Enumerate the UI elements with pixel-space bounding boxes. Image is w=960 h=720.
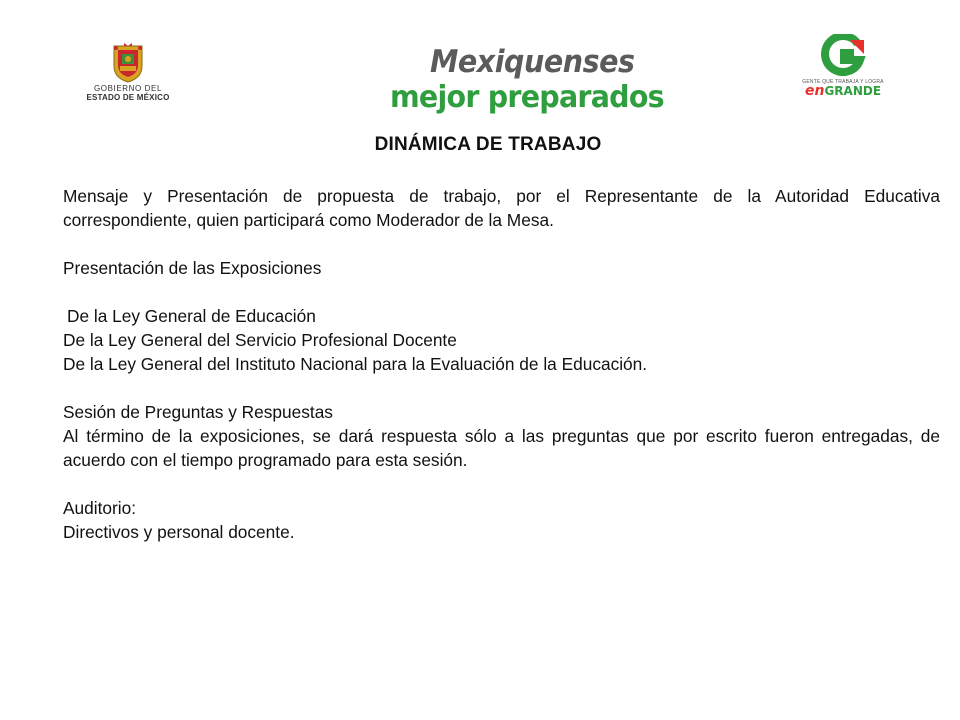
auditorio-text: Directivos y personal docente. <box>63 522 295 542</box>
document-title: DINÁMICA DE TRABAJO <box>374 134 602 155</box>
mexiquenses-logo <box>388 42 664 118</box>
exposicion-item: De la Ley General de Educación <box>67 306 316 326</box>
engrande-logo <box>800 34 886 104</box>
heading-exposiciones: Presentación de las Exposiciones <box>63 258 322 278</box>
logo-right-en: en <box>804 83 825 99</box>
exposicion-item: De la Ley General del Instituto Nacional para la Evaluación de la Educación. <box>63 354 648 374</box>
heading-auditorio: Auditorio: <box>63 498 137 518</box>
gobierno-estado-mexico-logo <box>78 42 178 108</box>
paragraph-preguntas: Al término de la exposiciones, se dará respuesta sólo a las preguntas que por escrito fueron entregadas, de acuerdo con el tiempo programado para esta sesión. <box>63 426 940 470</box>
logo-left-line1: GOBIERNO DEL <box>93 84 163 93</box>
logo-center-line1: Mexiquenses <box>430 44 635 80</box>
logo-right-grande: GRANDE <box>824 84 882 98</box>
coat-of-arms-icon <box>108 42 148 84</box>
logo-center-line2: mejor preparados <box>390 80 664 115</box>
paragraph-mensaje: Mensaje y Presentación de propuesta de trabajo, por el Representante de la Autoridad Educativa correspondiente, quien participará como Moderador de la Mesa. <box>63 186 940 230</box>
document-body <box>63 184 940 544</box>
logo-left-line2: ESTADO DE MÉXICO <box>86 93 170 102</box>
g-logo-icon <box>820 34 866 78</box>
logo-right-tagline: GENTE QUE TRABAJA Y LOGRA <box>802 79 884 85</box>
exposicion-item: De la Ley General del Servicio Profesional Docente <box>63 330 457 350</box>
heading-preguntas: Sesión de Preguntas y Respuestas <box>63 402 333 422</box>
